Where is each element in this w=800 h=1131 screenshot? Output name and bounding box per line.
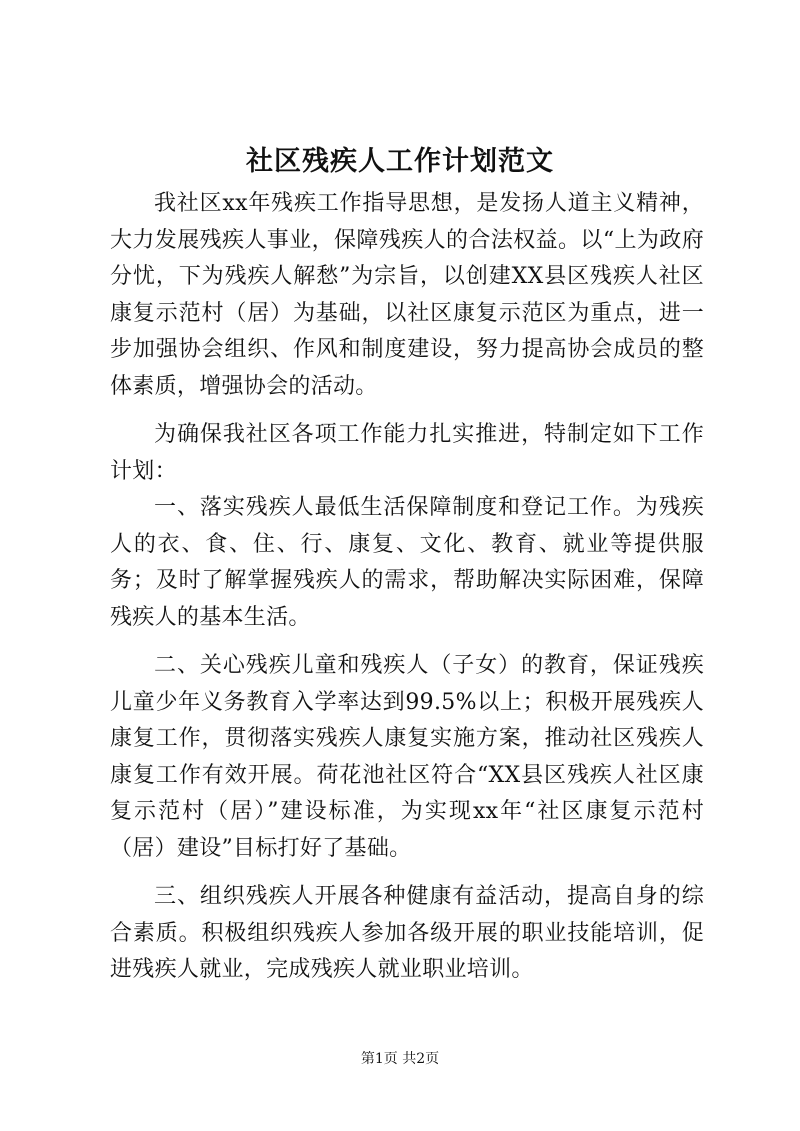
- document-body: [110, 186, 704, 989]
- page-footer: 第1页 共2页: [360, 1051, 440, 1067]
- paragraph-plan-intro: 为确保我社区各项工作能力扎实推进，特制定如下工作计划：: [110, 422, 704, 484]
- paragraph-item-1: 一、落实残疾人最低生活保障制度和登记工作。为残疾人的衣、食、住、行、康复、文化、教育、就业等提供服务；及时了解掌握残疾人的需求，帮助解决实际困难，保障残疾人的基本生活。: [110, 495, 704, 630]
- paragraph-intro: 我社区xx年残疾工作指导思想，是发扬人道主义精神，大力发展残疾人事业，保障残疾人的合法权益。以“上为政府分忧，下为残疾人解愁”为宗旨，以创建XX县区残疾人社区康复示范村（居）为基础，以社区康复示范区为重点，进一步加强协会组织、作风和制度建设，努力提高协会成员的整体素质，增强协会的活动。: [110, 191, 704, 399]
- paragraph-item-3: 三、组织残疾人开展各种健康有益活动，提高自身的综合素质。积极组织残疾人参加各级开展的职业技能培训，促进残疾人就业，完成残疾人就业职业培训。: [110, 884, 704, 982]
- page-title: 社区残疾人工作计划范文: [246, 146, 554, 177]
- paragraph-item-2: 二、关心残疾儿童和残疾人（子女）的教育，保证残疾儿童少年义务教育入学率达到99.5%以上；积极开展残疾人康复工作，贯彻落实残疾人康复实施方案，推动社区残疾人康复工作有效开展。荷花池社区符合“XX县区残疾人社区康复示范村（居）”建设标准，为实现xx年“社区康复示范村（居）建设”目标打好了基础。: [110, 653, 704, 861]
